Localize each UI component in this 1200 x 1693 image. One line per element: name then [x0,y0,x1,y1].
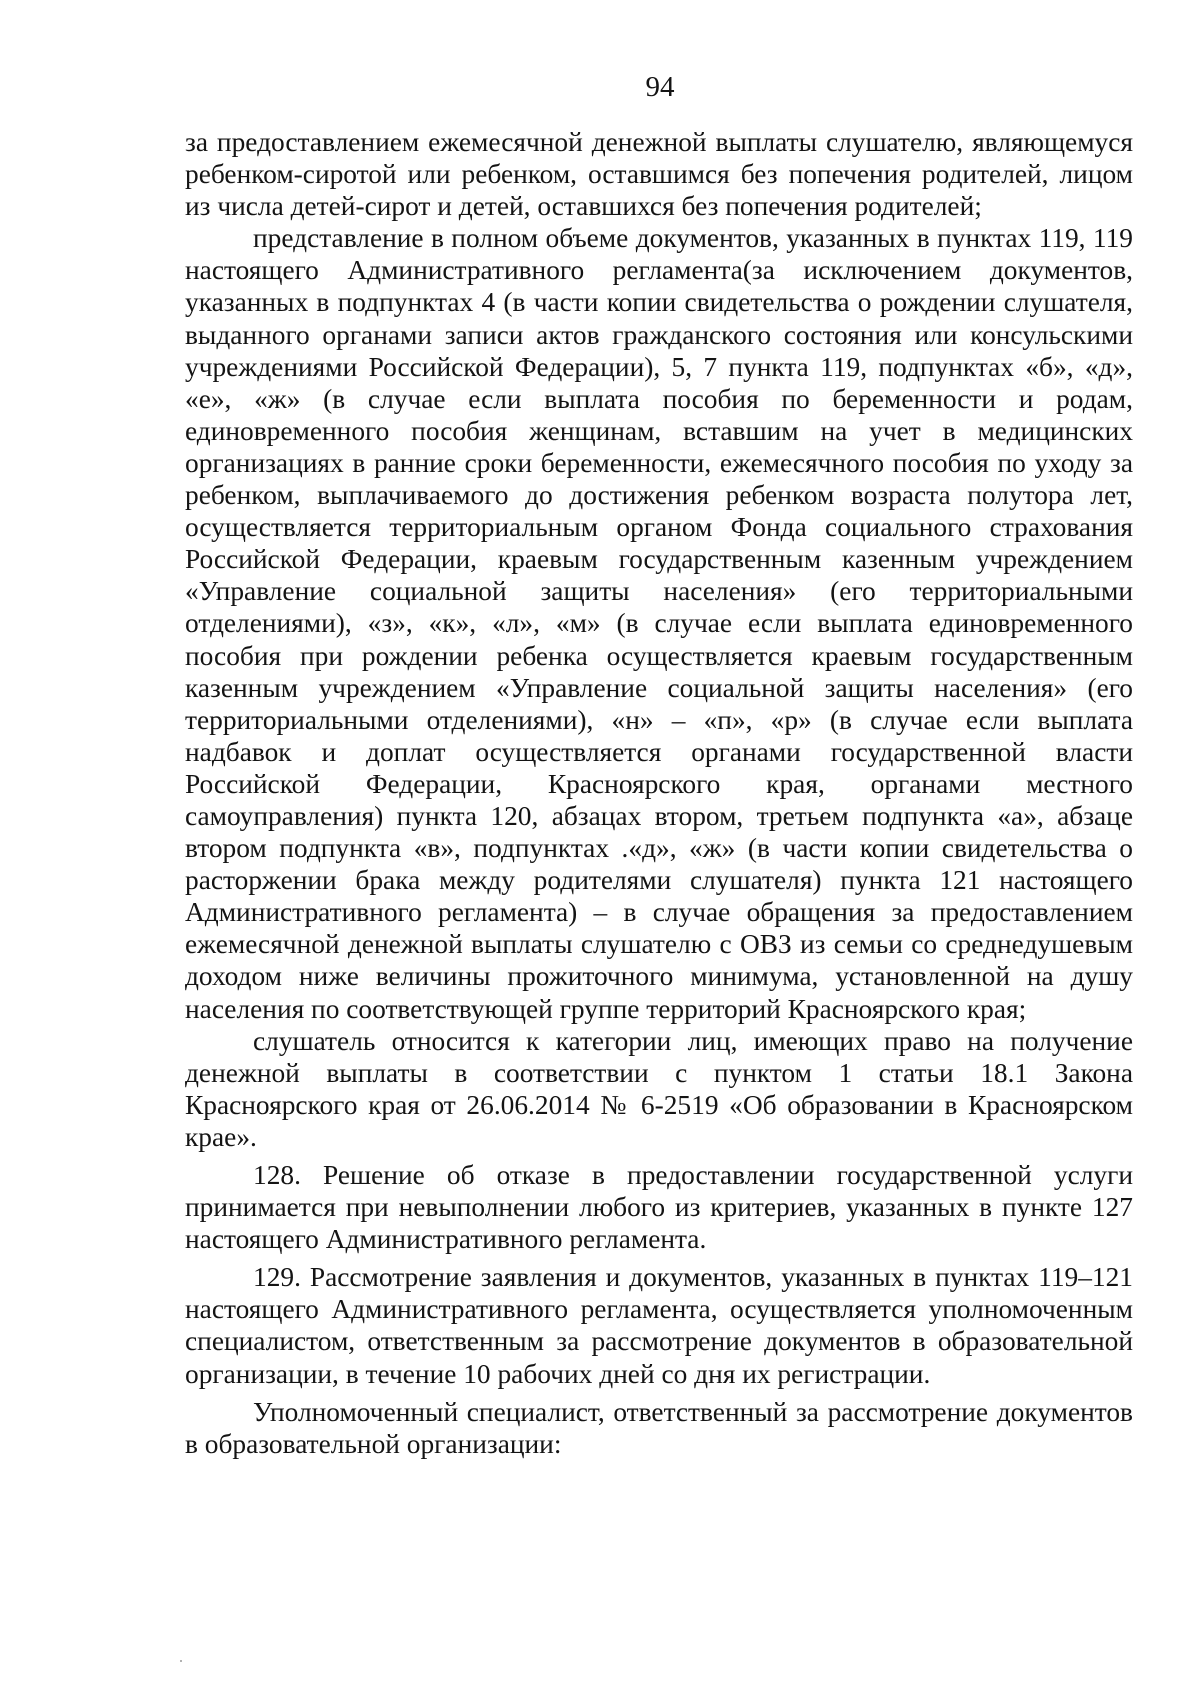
paragraph-listener-category: слушатель относится к категории лиц, имеющих право на получение денежной выплаты в соответствии с пунктом 1 статьи 18.1 Закона Красноярского края от 26.06.2014 № 6-2519 «Об образовании в Красноярском крае». [185,1025,1133,1152]
page-number: 94 [645,71,675,103]
paragraph-item-129: 129. Рассмотрение заявления и документов, указанных в пунктах 119–121 настоящего Административного регламента, осуществляется уполномоченным специалистом, ответственным за рассмотрение документов в образовательной организации, в течение 10 рабочих дней со дня их регистрации. [185,1262,1133,1389]
paragraph-item-128: 128. Решение об отказе в предоставлении государственной услуги принимается при невыполнении любого из критериев, указанных в пункте 127 настоящего Административного регламента. [185,1160,1133,1255]
paragraph-payment-condition: за предоставлением ежемесячной денежной выплаты слушателю, являющемуся ребенком-сиротой или ребенком, оставшимся без попечения родителей, лицом из числа детей-сирот и детей, оставшихся без попечения родителей; [185,127,1133,222]
paragraph-authorized-specialist: Уполномоченный специалист, ответственный за рассмотрение документов в образовательной организации: [185,1396,1133,1459]
paragraph-documents-requirement: представление в полном объеме документов, указанных в пунктах 119, 119 настоящего Административного регламента(за исключением документов, указанных в подпунктах 4 (в части копии свидетельства о рождении слушателя, выданного органами записи актов гражданского состояния или консульскими учреждениями Российской Федерации), 5, 7 пункта 119, подпунктах «б», «д», «е», «ж» (в случае если выплата пособия по беременности и родам, единовременного пособия женщинам, вставшим на учет в медицинских организациях в ранние сроки беременности, ежемесячного пособия по уходу за ребенком, выплачиваемого до достижения ребенком возраста полутора лет, осуществляется территориальным органом Фонда социального страхования Российской Федерации, краевым государственным казенным учреждением «Управление социальной защиты населения» (его территориальными отделениями), «з», «к», «л», «м» (в случае если выплата единовременного пособия при рождении ребенка осуществляется краевым государственным казенным учреждением «Управление социальной защиты населения» (его территориальными отделениями), «н» – «п», «р» (в случае если выплата надбавок и доплат осуществляется органами государственной власти Российской Федерации, Красноярского края, органами местного самоуправления) пункта 120, абзацах втором, третьем подпункта «а», абзаце втором подпункта «в», подпунктах .«д», «ж» (в части копии свидетельства о расторжении брака между родителями слушателя) пункта 121 настоящего Административного регламента) – в случае обращения за предоставлением ежемесячной денежной выплаты слушателю с ОВЗ из семьи со среднедушевым доходом ниже величины прожиточного минимума, установленной на душу населения по соответствующей группе территорий Красноярского края; [185,223,1133,1024]
scan-speck [180,1660,182,1662]
document-body [185,126,1133,1460]
